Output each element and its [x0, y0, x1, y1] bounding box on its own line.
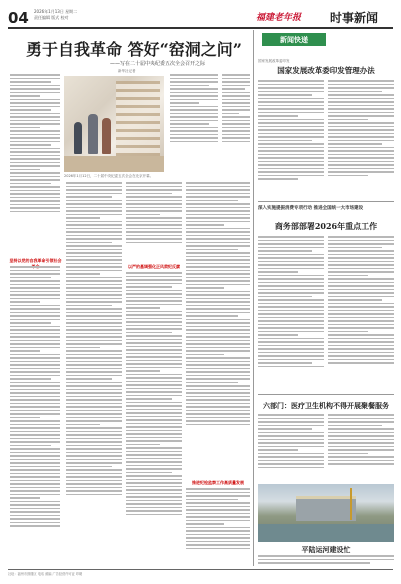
header-rule [8, 27, 393, 29]
right-article-3-text-b [328, 414, 394, 480]
photo-shelves [116, 81, 160, 161]
left-col-3a [126, 182, 182, 260]
left-col-4a [186, 182, 250, 478]
right-article-2-text-b [328, 236, 394, 390]
mid-text-b [222, 74, 250, 174]
photo-figure-1 [88, 114, 98, 154]
photo-figure-3 [74, 122, 82, 154]
right-article-2-kicker: 深入实施提振消费专项行动 推进全国统一大市场建设 [258, 206, 364, 211]
right-article-2-title: 商务部部署2026年重点工作 [274, 221, 378, 231]
right-divider-1 [258, 201, 394, 202]
canal-crane [350, 488, 352, 520]
subhead-3: 推进纪检监察工作高质量发展 [192, 480, 244, 485]
right-article-2-text-a [258, 236, 324, 390]
article-title: 勇于自我革命 答好“窑洞之问” [26, 40, 242, 59]
mid-text-a [170, 74, 218, 166]
left-col-1 [10, 266, 60, 566]
canal-photo-title: 平陆运河建设忙 [301, 545, 351, 554]
right-article-1-title: 国家发展改革委印发管理办法 [277, 66, 375, 75]
news-banner: 新闻快递 [262, 33, 326, 46]
section-title: 时事新闻 [330, 11, 379, 25]
left-col-3b [126, 272, 182, 566]
right-article-1-text-a [258, 80, 324, 198]
right-article-1-kicker: 国家发展改革委印发 [258, 59, 290, 63]
article-byline: 新华社记者 [118, 69, 136, 73]
left-col-4b [186, 488, 250, 566]
masthead: 福建老年报 [256, 13, 302, 23]
date-line-2: 责任编辑 版式 校对 [34, 15, 69, 20]
right-article-3-text-a [258, 414, 324, 480]
canal-water [258, 524, 394, 542]
subhead-1: 坚持以党的自我革命引领社会 [9, 258, 62, 263]
footer-text: 社址：福州市鼓楼区 电话 邮编 广告经营许可证 印刷 [8, 572, 83, 576]
subhead-2: 以严的基调强化正风肃纪反腐 [128, 264, 180, 269]
photo-floor [64, 156, 164, 172]
canal-photo [258, 484, 394, 542]
right-article-3-title: 六部门：医疗卫生机构不得开展聚餐服务 [263, 401, 389, 410]
right-article-1-text-b [328, 80, 394, 198]
photo-figure-2 [102, 118, 111, 154]
left-col-2 [66, 182, 122, 566]
date-line-1: 2026年1月13日 星期二 [34, 9, 78, 14]
article-photo [64, 76, 164, 172]
column-divider [253, 30, 254, 566]
photo-caption: 2026年1月12日，二十届中央纪委五次全会在北京开幕。 [64, 174, 154, 178]
page-number: 04 [8, 9, 29, 27]
right-divider-2 [258, 394, 394, 395]
footer-rule [8, 569, 393, 570]
intro-text [10, 74, 60, 254]
canal-structure [296, 496, 356, 521]
canal-caption [258, 555, 394, 565]
article-subtitle: ——写在二十届中央纪委五次全会召开之际 [110, 61, 206, 67]
